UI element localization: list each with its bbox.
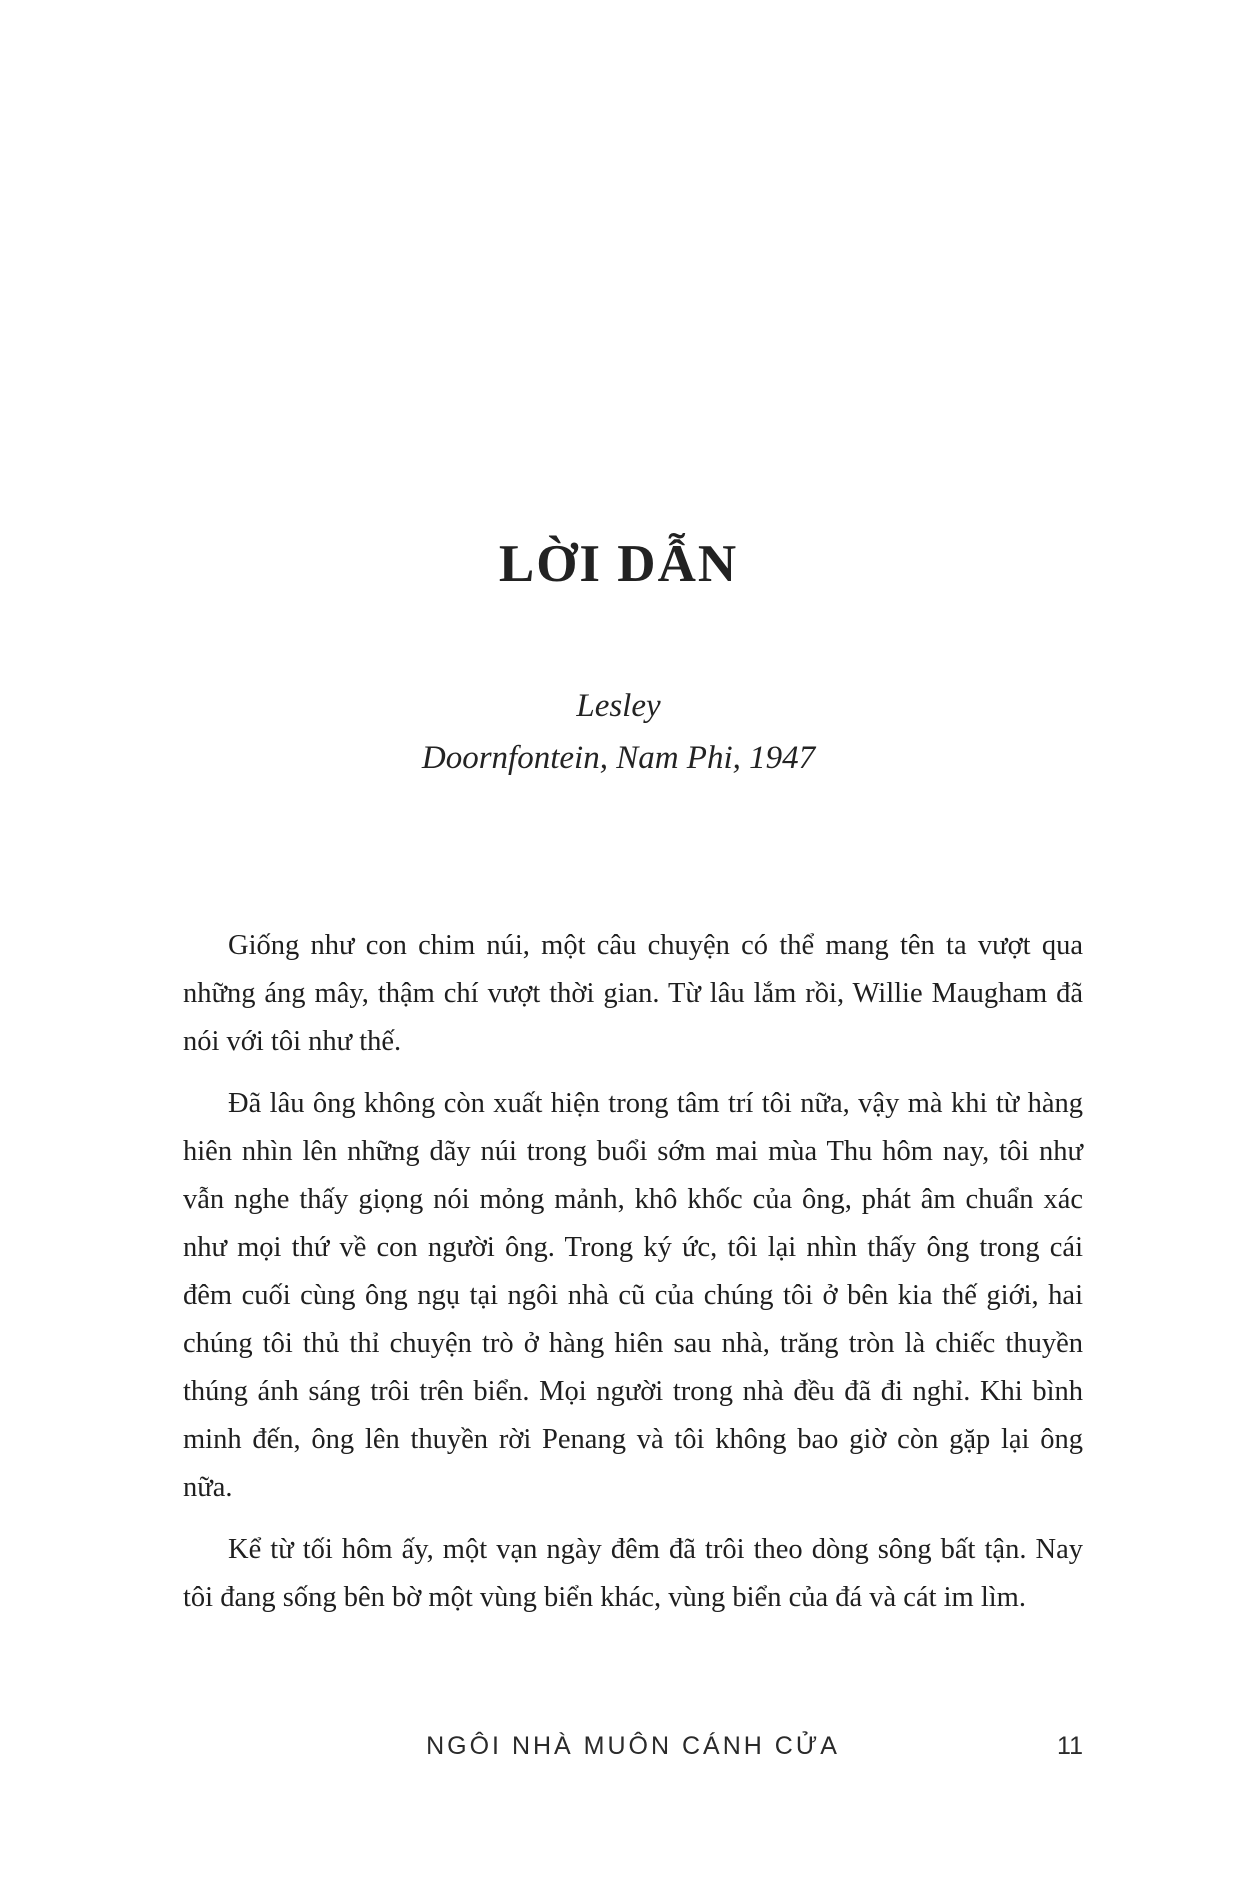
running-title: NGÔI NHÀ MUÔN CÁNH CỬA [426,1732,840,1760]
epigraph [0,680,1237,784]
page-number: 11 [1057,1732,1083,1760]
chapter-title: LỜI DẪN [498,535,739,593]
body-text [183,922,1083,1636]
paragraph: Đã lâu ông không còn xuất hiện trong tâm trí tôi nữa, vậy mà khi từ hàng hiên nhìn lên những dãy núi trong buổi sớm mai mùa Thu hôm nay, tôi như vẫn nghe thấy giọng nói mỏng mảnh, khô khốc của ông, phát âm chuẩn xác như mọi thứ về con người ông. Trong ký ức, tôi lại nhìn thấy ông trong cái đêm cuối cùng ông ngụ tại ngôi nhà cũ của chúng tôi ở bên kia thế giới, hai chúng tôi thủ thỉ chuyện trò ở hàng hiên sau nhà, trăng tròn là chiếc thuyền thúng ánh sáng trôi trên biển. Mọi người trong nhà đều đã đi nghỉ. Khi bình minh đến, ông lên thuyền rời Penang và tôi không bao giờ còn gặp lại ông nữa. [183,1088,1083,1503]
page-footer [183,1728,1083,1768]
epigraph-place-date: Doornfontein, Nam Phi, 1947 [421,740,816,776]
paragraph: Giống như con chim núi, một câu chuyện có thể mang tên ta vượt qua những áng mây, thậm chí vượt thời gian. Từ lâu lắm rồi, Willie Maugham đã nói với tôi như thế. [183,930,1083,1057]
epigraph-author: Lesley [576,688,661,724]
paragraph: Kể từ tối hôm ấy, một vạn ngày đêm đã trôi theo dòng sông bất tận. Nay tôi đang sống bên bờ một vùng biển khác, vùng biển của đá và cát im lìm. [183,1534,1083,1613]
